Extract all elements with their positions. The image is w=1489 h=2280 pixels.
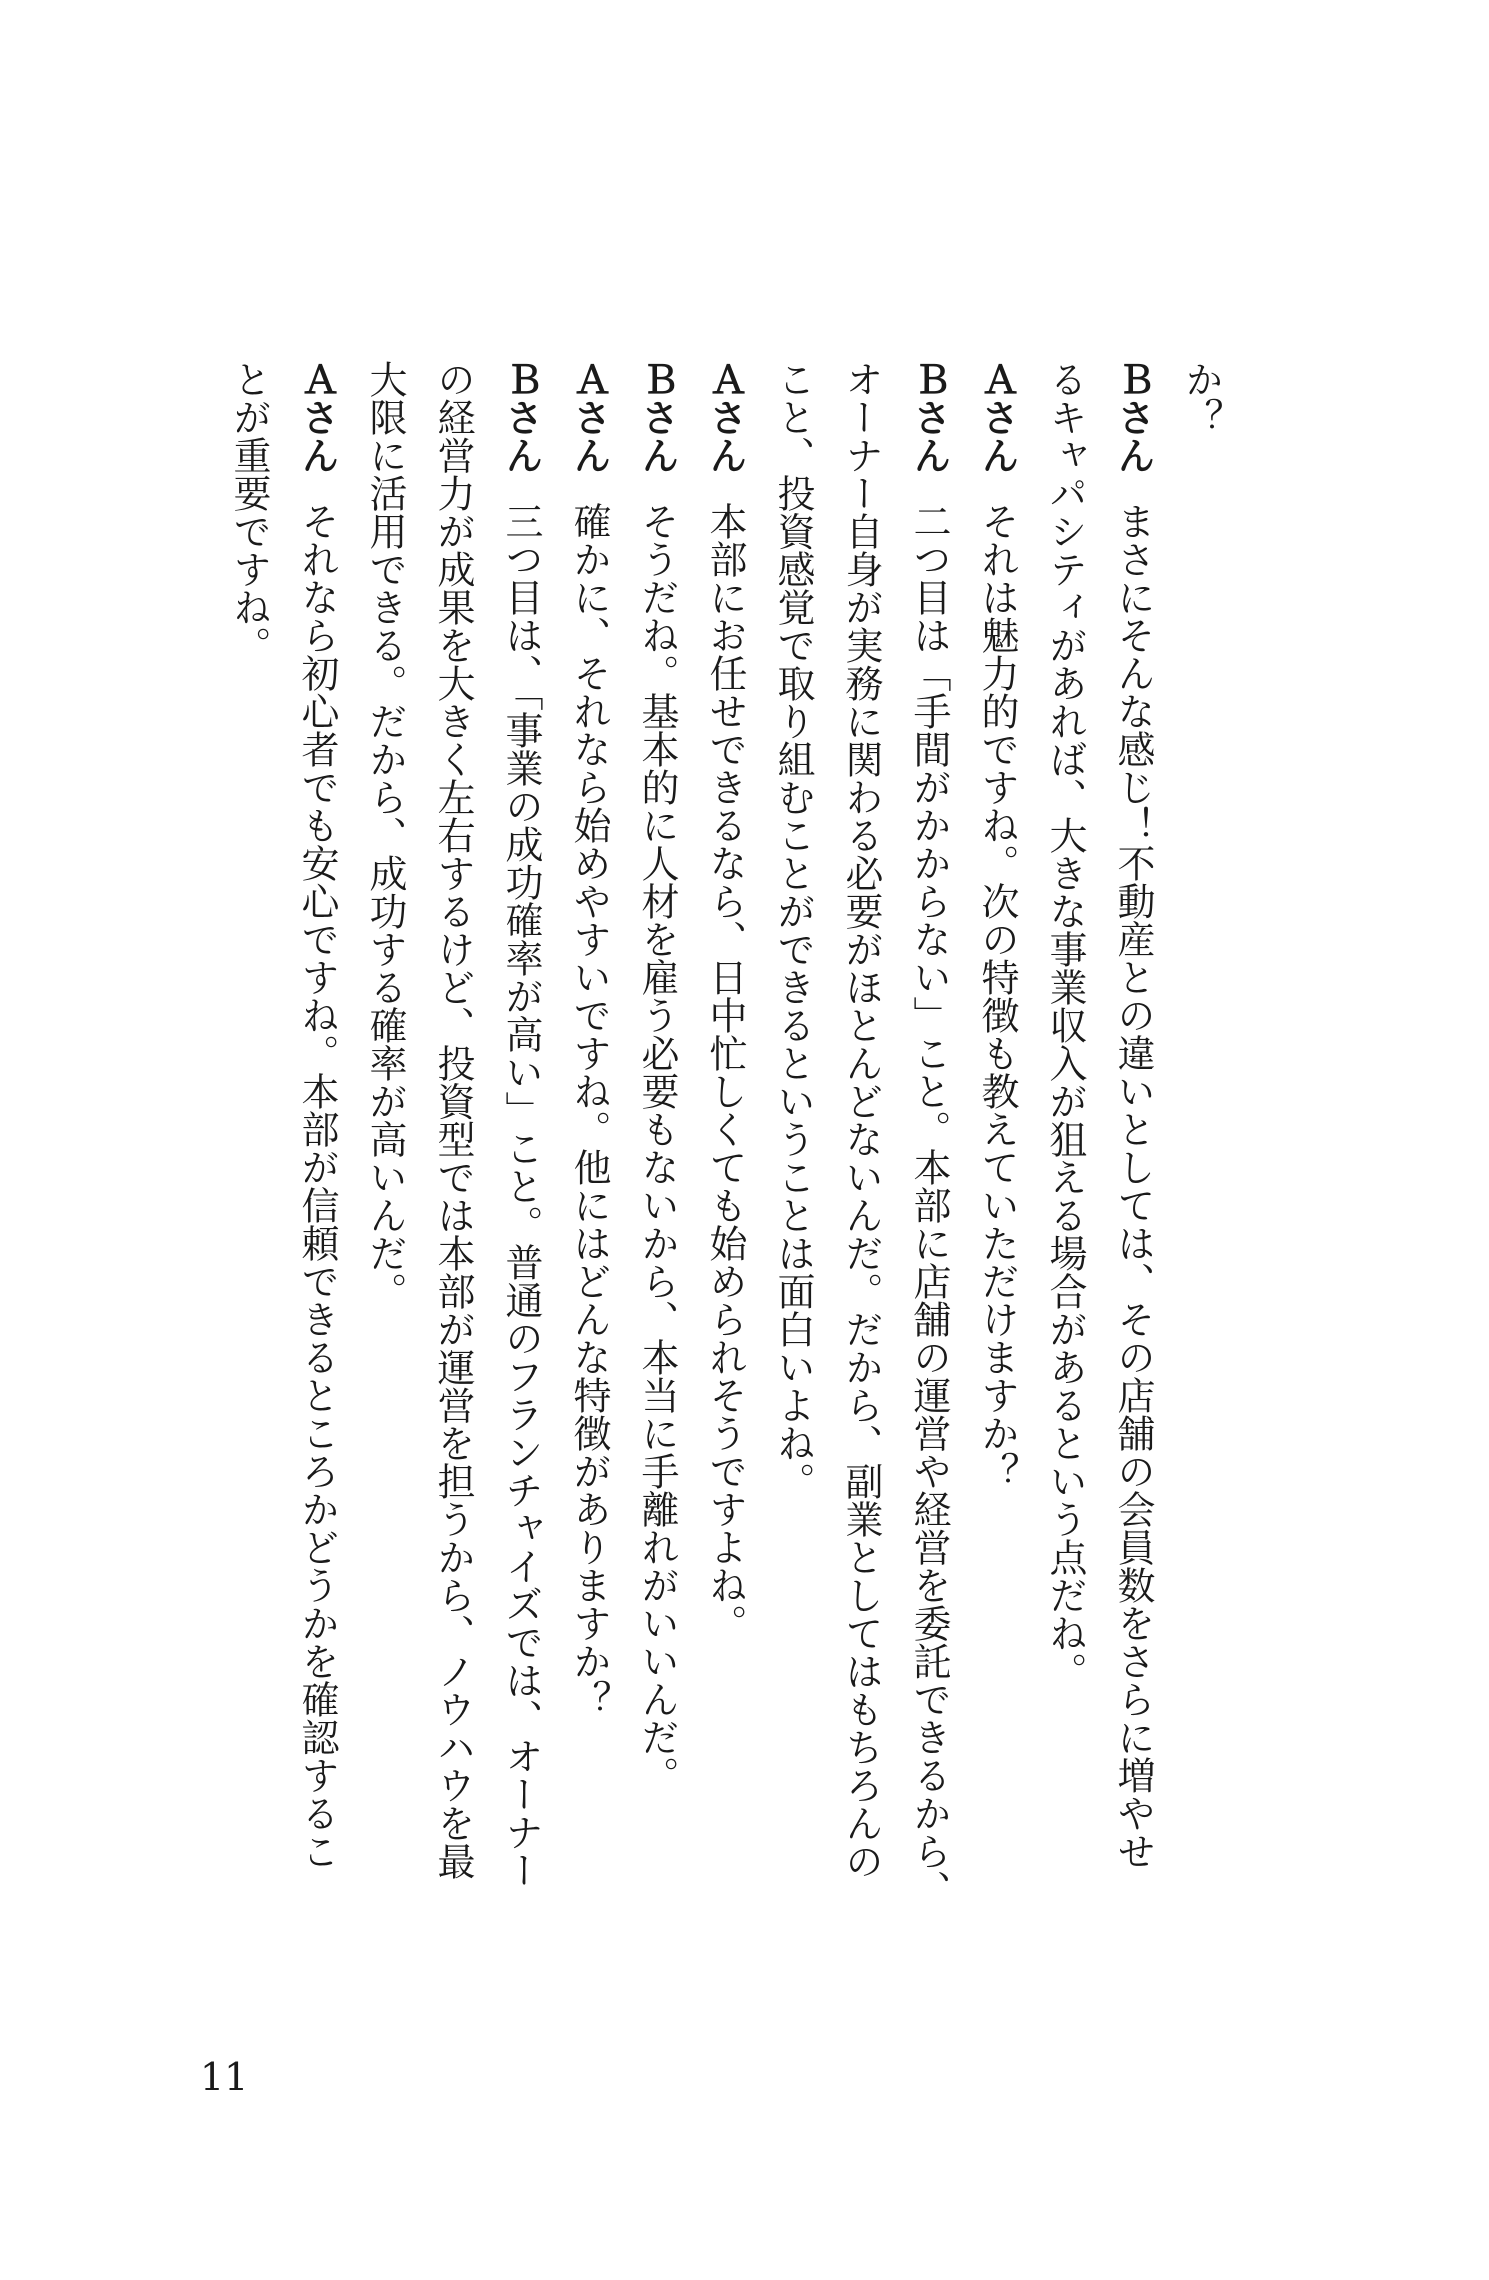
column-text: 二つ目は「手間がかからない」こと。本部に店舗の運営や経営を委託できるから、 — [907, 502, 951, 1908]
column-text: それなら初心者でも安心ですね。本部が信頼できるところかどうかを確認するこ — [295, 502, 339, 1870]
text-column — [356, 360, 414, 2010]
text-column — [696, 360, 754, 2010]
text-column — [764, 360, 822, 2010]
text-column — [424, 360, 482, 2010]
text-column — [1172, 360, 1230, 2010]
text-column — [1036, 360, 1094, 2010]
text-column — [628, 360, 686, 2010]
column-text: そうだね。基本的に人材を雇う必要もないから、本当に手離れがいいんだ。 — [635, 502, 679, 1794]
text-column — [900, 360, 958, 2010]
speaker-label: Ｂさん — [635, 360, 679, 474]
column-text: それは魅力的ですね。次の特徴も教えていただけますか？ — [975, 502, 1019, 1490]
speaker-label: Ｂさん — [499, 360, 543, 474]
column-text: オーナー自身が実務に関わる必要がほとんどないんだ。だから、副業としてはもちろんの — [839, 360, 883, 1880]
text-column — [288, 360, 346, 2010]
text-column — [220, 360, 278, 2010]
speaker-label: Ｂさん — [907, 360, 951, 474]
text-column — [832, 360, 890, 2010]
column-text: 三つ目は、「事業の成功確率が高い」こと。普通のフランチャイズでは、オーナー — [499, 502, 543, 1889]
speaker-label: Ａさん — [975, 360, 1019, 474]
column-text: るキャパシティがあれば、大きな事業収入が狙える場合があるという点だね。 — [1043, 360, 1087, 1690]
column-text: こと、投資感覚で取り組むことができるということは面白いよね。 — [771, 360, 815, 1500]
text-column — [968, 360, 1026, 2010]
speaker-label: Ａさん — [295, 360, 339, 474]
column-text: まさにそんな感じ！不動産との違いとしては、その店舗の会員数をさらに増やせ — [1111, 502, 1155, 1870]
vertical-text-body — [220, 360, 1230, 2010]
column-text: 大限に活用できる。だから、成功する確率が高いんだ。 — [363, 360, 407, 1310]
column-text: 確かに、それなら始めやすいですね。他にはどんな特徴がありますか？ — [567, 502, 611, 1718]
column-text: 本部にお任せできるなら、日中忙しくても始められそうですよね。 — [703, 502, 747, 1642]
text-column — [560, 360, 618, 2010]
column-text: の経営力が成果を大きく左右するけど、投資型では本部が運営を担うから、ノウハウを最 — [431, 360, 475, 1880]
page-number: 11 — [200, 2055, 249, 2099]
speaker-label: Ａさん — [703, 360, 747, 474]
text-column — [1104, 360, 1162, 2010]
text-column — [492, 360, 550, 2010]
speaker-label: Ｂさん — [1111, 360, 1155, 474]
column-text: とが重要ですね。 — [227, 360, 271, 664]
speaker-label: Ａさん — [567, 360, 611, 474]
column-text: か？ — [1179, 360, 1223, 436]
